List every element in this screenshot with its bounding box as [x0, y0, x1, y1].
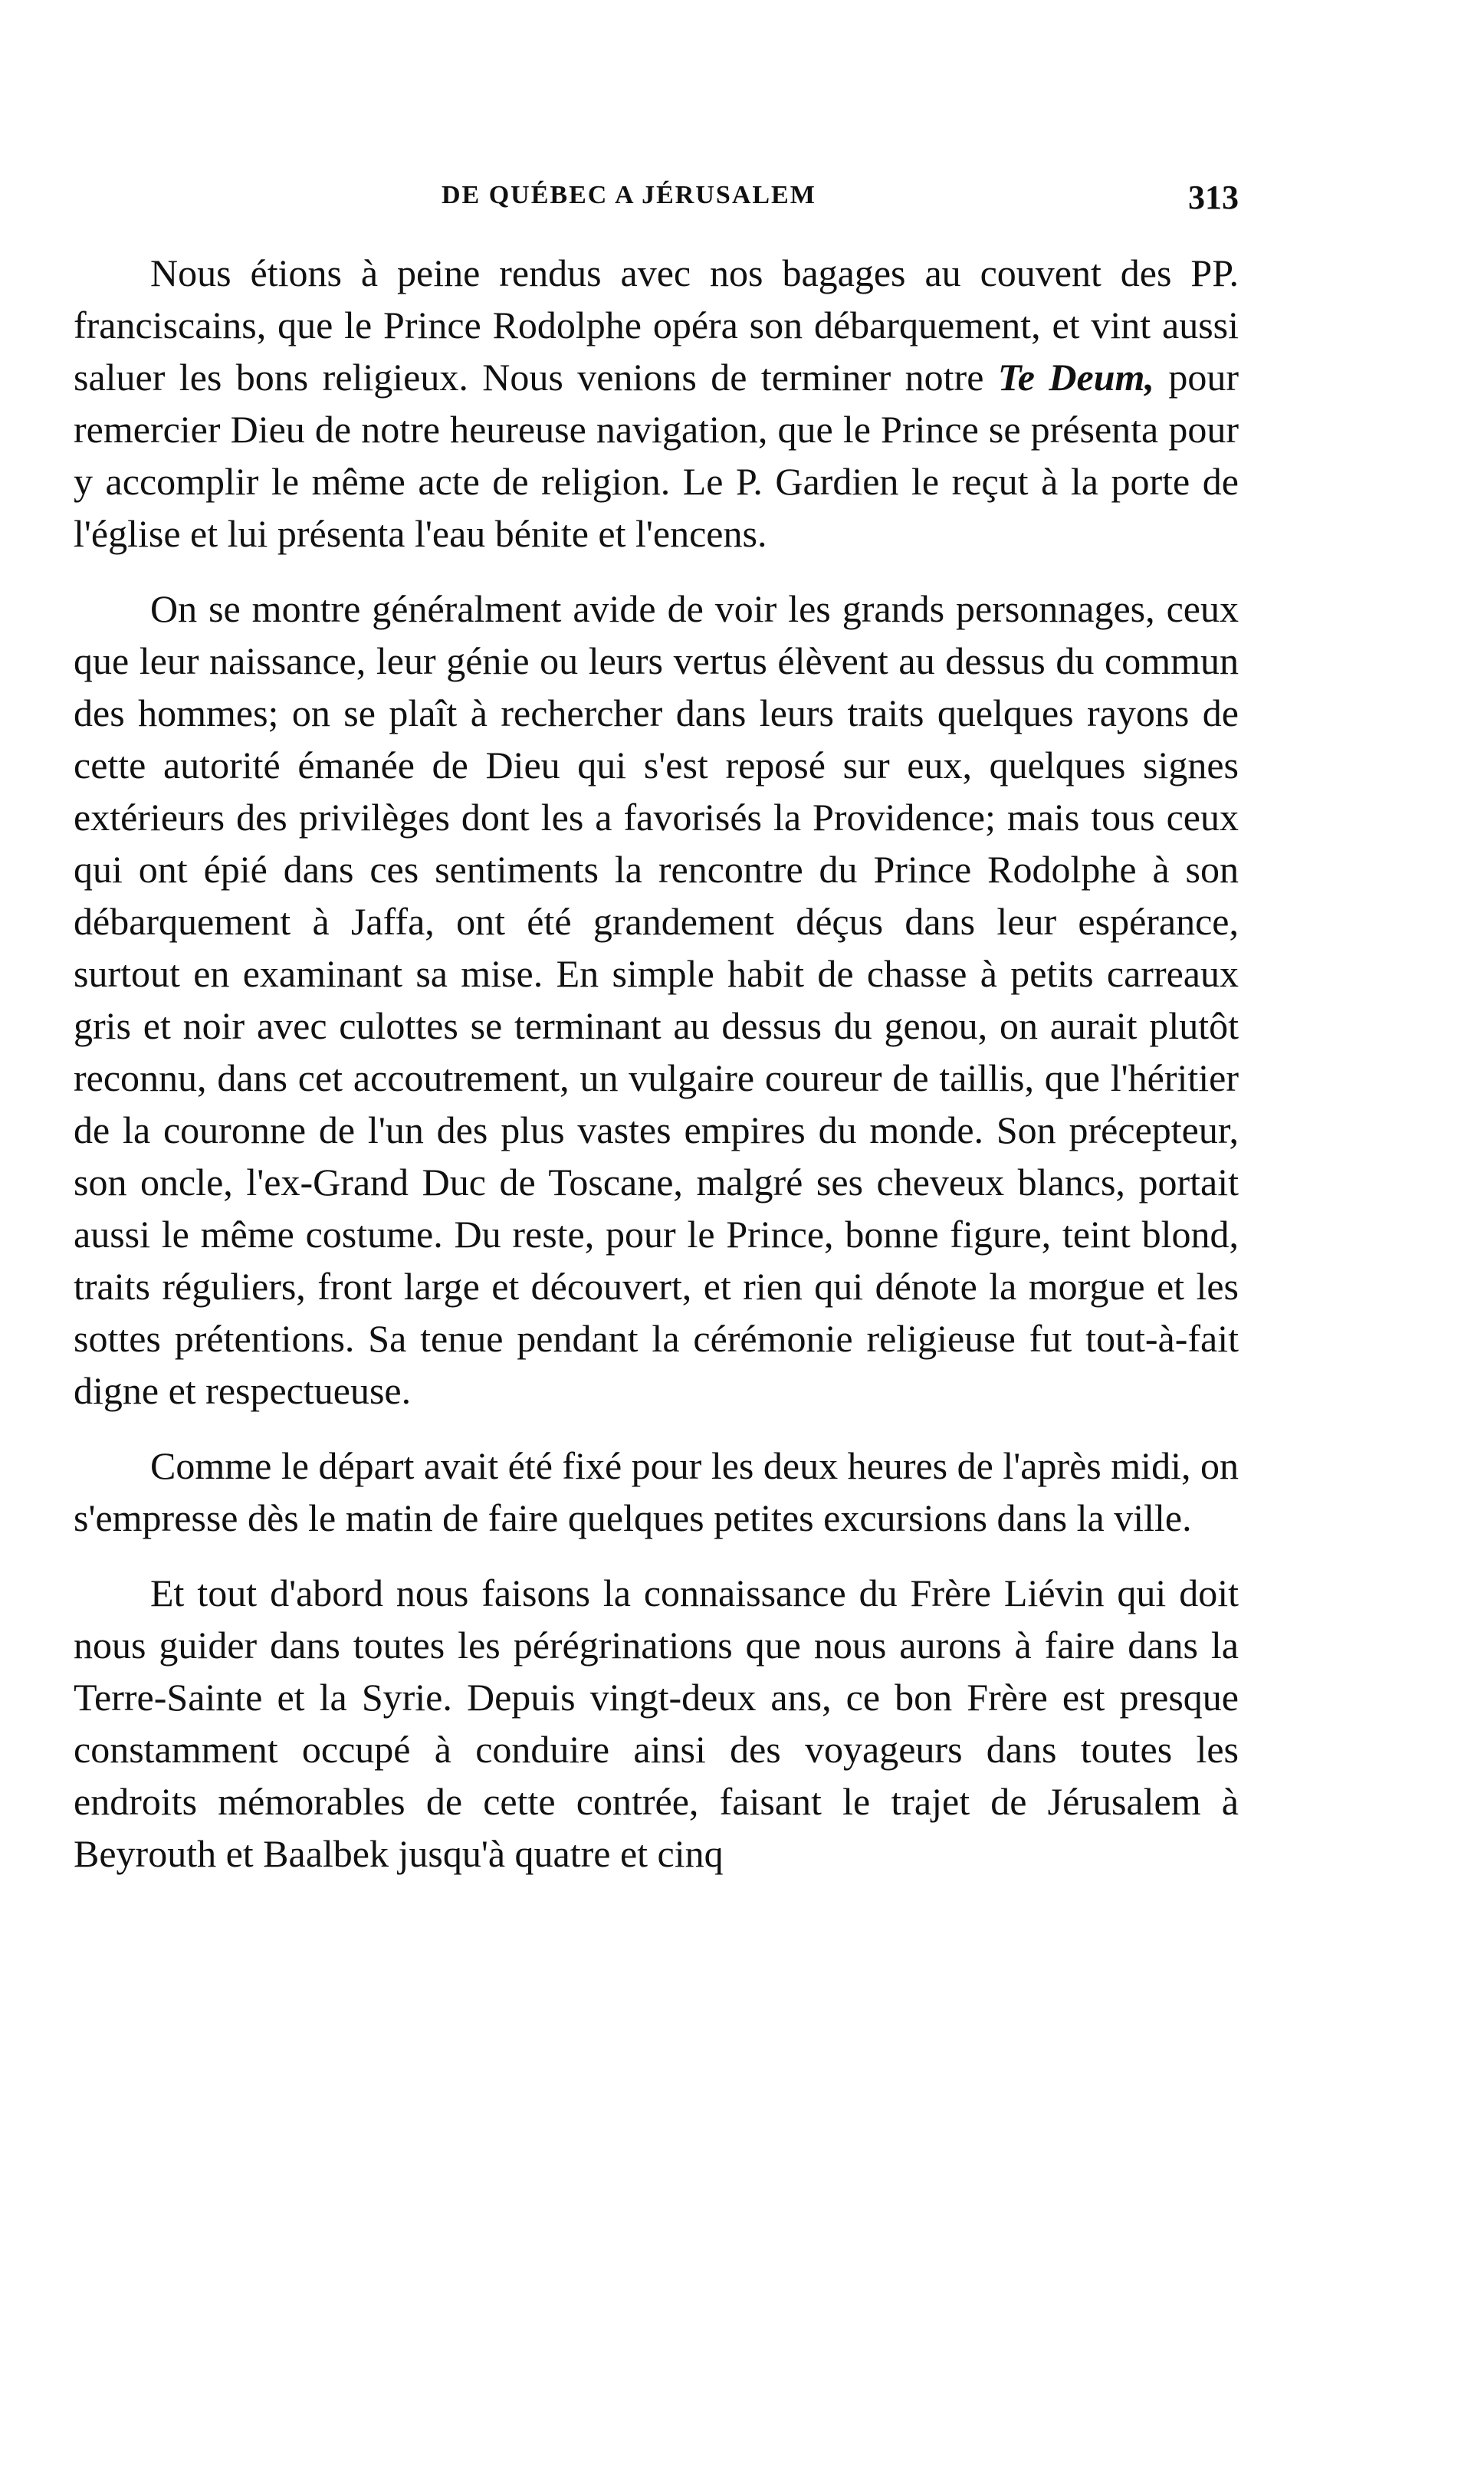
- running-title: DE QUÉBEC A JÉRUSALEM: [442, 181, 816, 209]
- running-head: [74, 181, 1239, 227]
- book-page: [74, 0, 1239, 2486]
- paragraph-3: Comme le départ avait été fixé pour les deux heures de l'après midi, on s'empresse dès le matin de faire quelques petites excursions dans la ville.: [74, 1444, 1239, 1539]
- paragraph-1: [74, 247, 1239, 560]
- paragraph-4: Et tout d'abord nous faisons la connaissance du Frère Liévin qui doit nous guider dans toutes les pérégrinations que nous aurons à faire dans la Terre-Sainte et la Syrie. Depuis vingt-deux ans, ce bon Frère est presque constamment occupé à conduire ainsi des voyageurs dans toutes les endroits mémorables de cette contrée, faisant le trajet de Jérusalem à Beyrouth et Baalbek jusqu'à quatre et cinq: [74, 1571, 1239, 1875]
- body-text: [74, 247, 1239, 1880]
- italic-te-deum: Te Deum,: [997, 356, 1154, 399]
- paragraph-1-text-start: Nous étions à peine rendus avec nos bagages au couvent des PP. franciscains, que le Prince Rodolphe opéra son débarquement, et vint aussi saluer les bons religieux. Nous venions de terminer notre: [74, 251, 1239, 399]
- page-number: 313: [1188, 179, 1239, 216]
- paragraph-2: On se montre généralment avide de voir les grands personnages, ceux que leur naissance, leur génie ou leurs vertus élèvent au dessus du commun des hommes; on se plaît à rechercher dans leurs traits quelques rayons de cette autorité émanée de Dieu qui s'est reposé sur eux, quelques signes extérieurs des privilèges dont les a favorisés la Providence; mais tous ceux qui ont épié dans ces sentiments la rencontre du Prince Rodolphe à son débarquement à Jaffa, ont été grandement déçus dans leur espérance, surtout en examinant sa mise. En simple habit de chasse à petits carreaux gris et noir avec culottes se terminant au dessus du genou, on aurait plutôt reconnu, dans cet accoutrement, un vulgaire coureur de taillis, que l'héritier de la couronne de l'un des plus vastes empires du monde. Son précepteur, son oncle, l'ex-Grand Duc de Toscane, malgré ses cheveux blancs, portait aussi le même costume. Du reste, pour le Prince, bonne figure, teint blond, traits réguliers, front large et découvert, et rien qui dénote la morgue et les sottes prétentions. Sa tenue pendant la cérémonie religieuse fut tout-à-fait digne et respectueuse.: [74, 587, 1239, 1412]
- paragraph-1-text-end: pour remercier Dieu de notre heureuse navigation, que le Prince se présenta pour y accomplir le même acte de religion. Le P. Gardien le reçut à la porte de l'église et lui présenta l'eau bénite et l'encens.: [74, 356, 1239, 555]
